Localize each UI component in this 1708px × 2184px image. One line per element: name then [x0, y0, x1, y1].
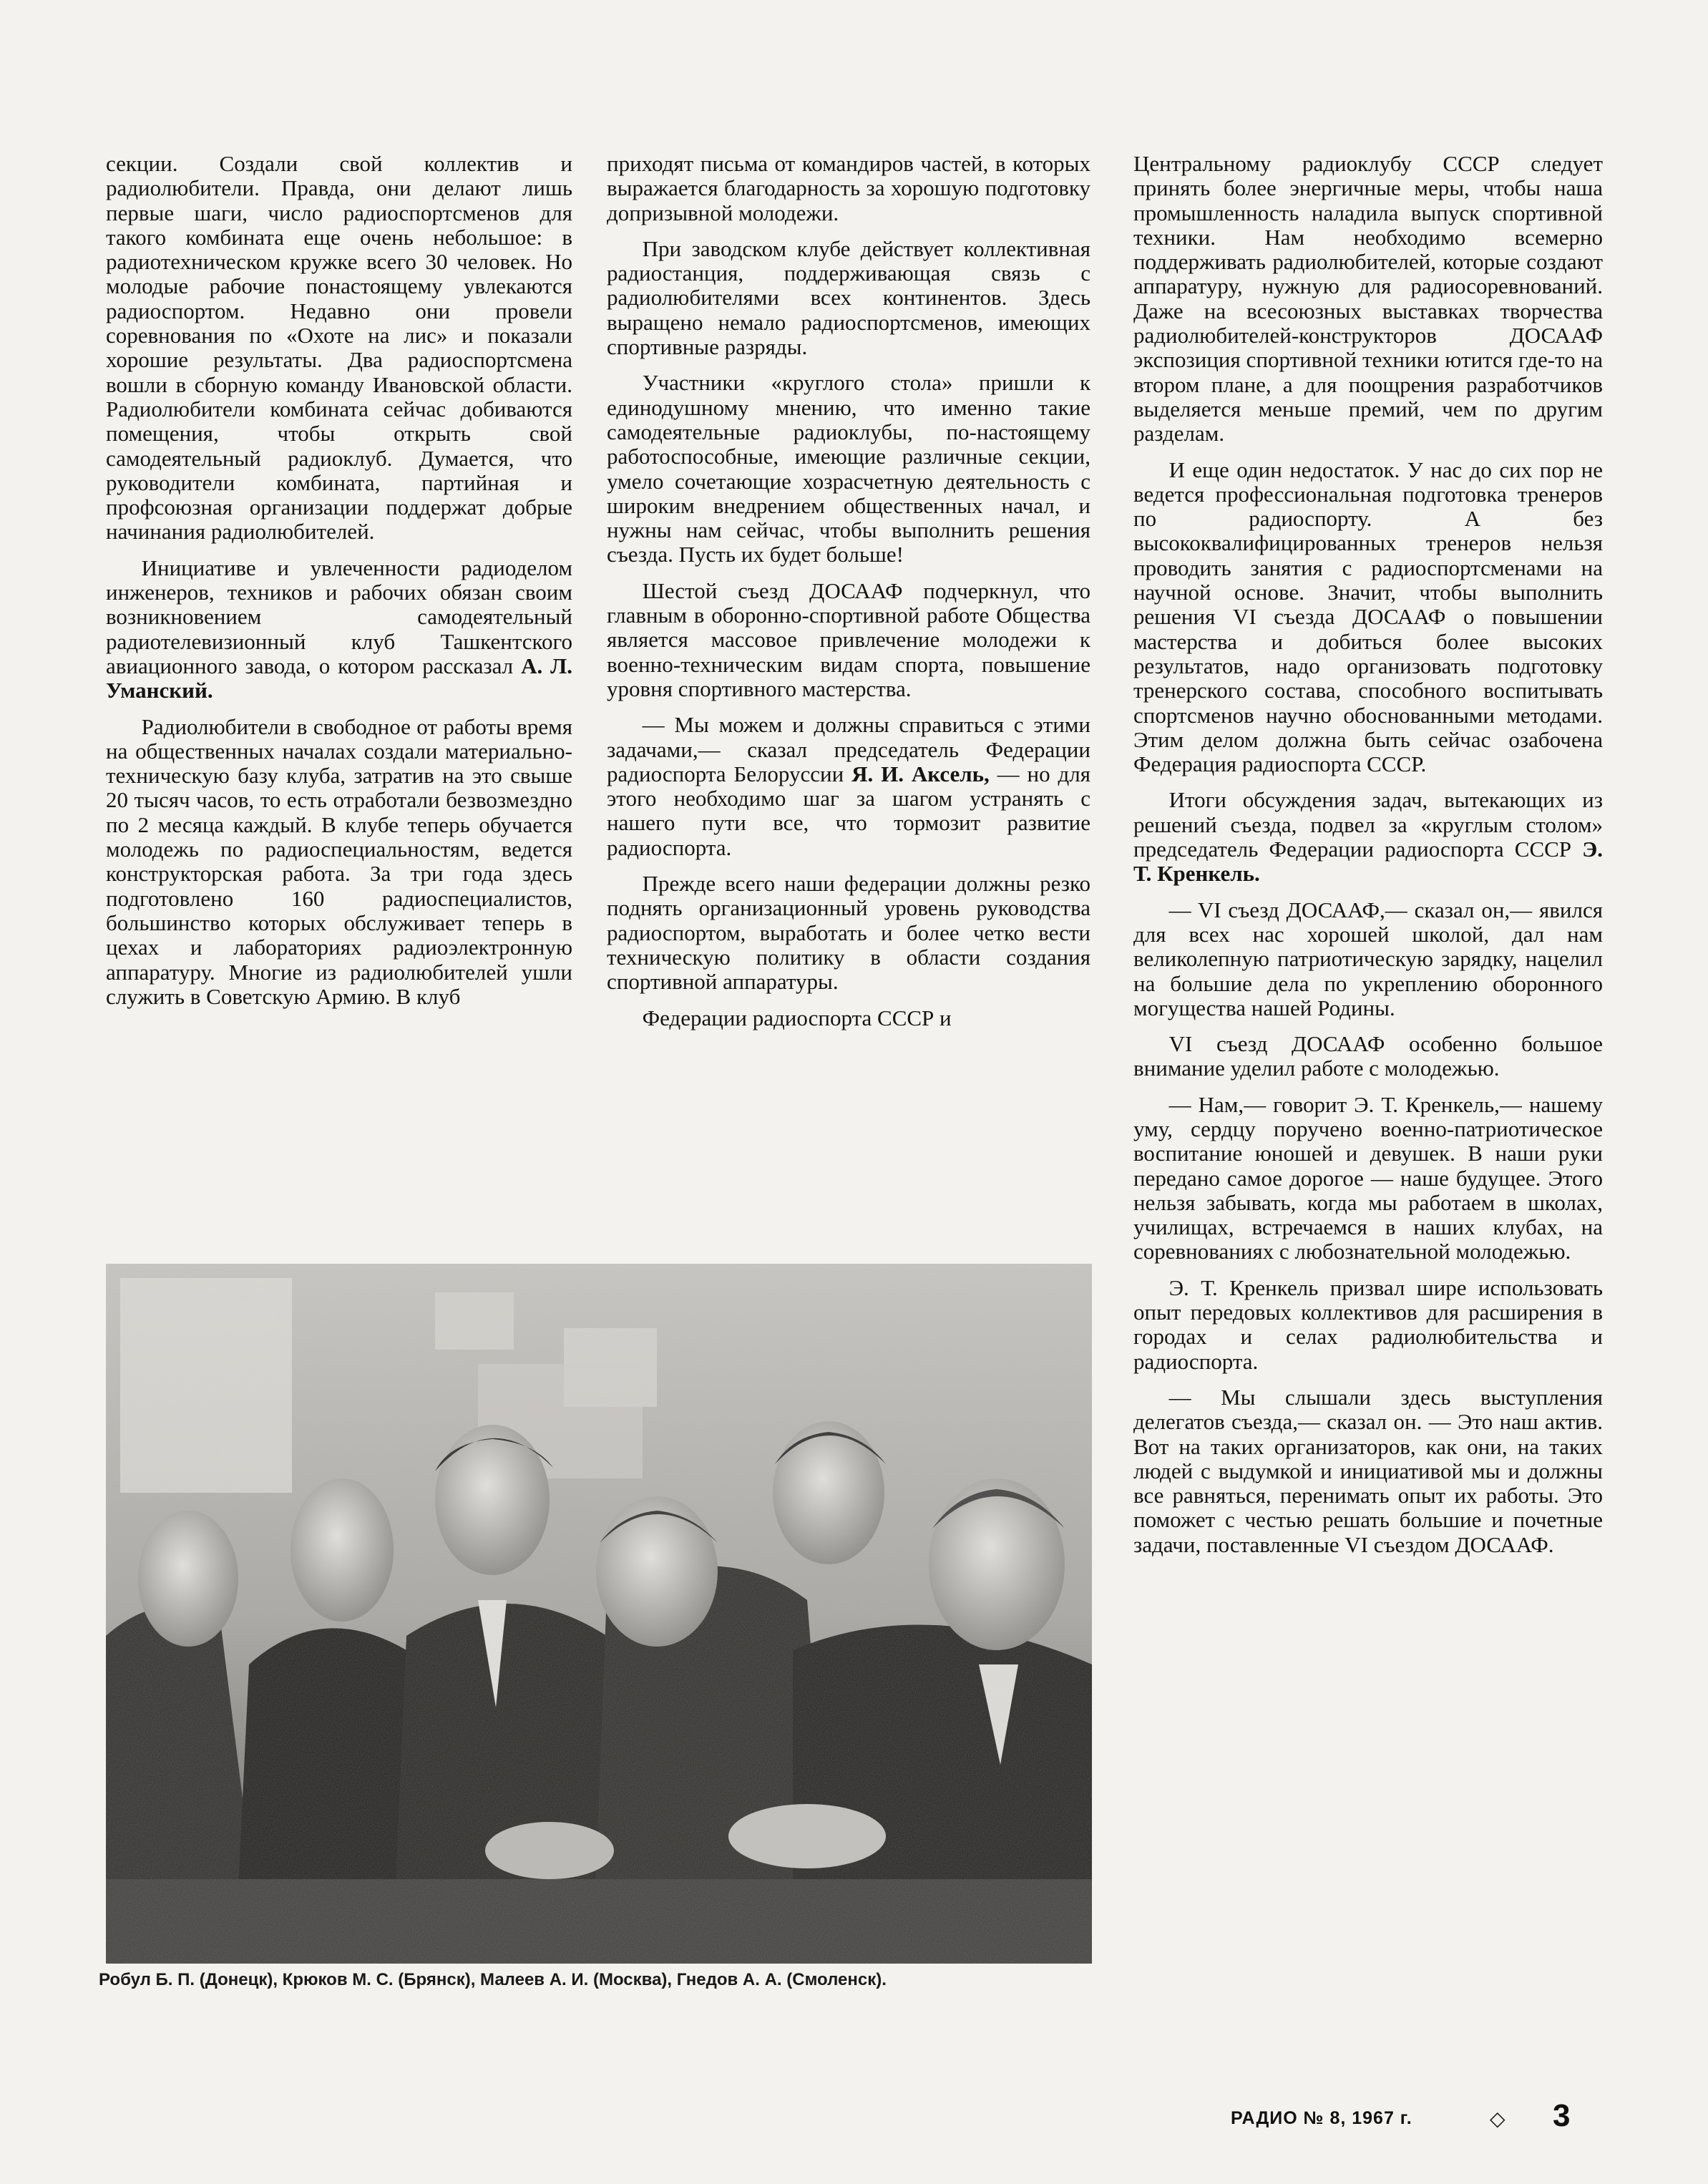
paragraph: VI съезд ДОСААФ особенно большое внимание уделил работе с молодежью. [1133, 1031, 1603, 1081]
paragraph: Участники «круглого стола» пришли к единодушному мнению, что именно такие самодеятельные радиоклубы, по-настоящему работоспособные, имеющие различные секции, умело сочетающие хозрасчетную деятельность с широким внедрением общественных начал, и нужны нам сейчас, чтобы выполнить решения съезда. Пусть их будет больше! [607, 370, 1090, 567]
paragraph: При заводском клубе действует коллективная радиостанция, поддерживающая связь с радиолюбителями всех континентов. Здесь выращено немало радиоспортсменов, имеющих спортивные разряды. [607, 235, 1090, 360]
paragraph: Федерации радиоспорта СССР и [642, 1005, 952, 1030]
page-number: 3 [1553, 2098, 1571, 2133]
paragraph: Радиолюбители в свободное от работы время на общественных началах создали материально-техническую базу клуба, затратив на это свыше 20 тысяч часов, то есть отработали безвозмездно по 2 месяца каждый. В клубе теперь обучается молодежь по радиоспециальностям, ведется конструкторская работа. За три года здесь подготовлено 160 радиоспециалистов, большинство которых обслуживает теперь в цехах и лабораториях радиоэлектронную аппаратуру. Многие из радиолюбителей ушли служить в Советскую Армию. В клуб [106, 713, 572, 1009]
text-column-2 [607, 152, 1090, 1042]
paragraph: И еще один недостаток. У нас до сих пор не ведется профессиональная подготовка тренеров по радиоспорту. А без высококвалифицированных тренеров нельзя проводить занятия с радиоспортсменами на научной основе. Значит, чтобы выполнить решения VI съезда ДОСААФ о повышении мастерства и добиться более высоких результатов, надо организовать подготовку тренерского состава, способного воспитывать спортсменов научно обоснованными методами. Этим делом должна быть сейчас озабочена Федерация радиоспорта СССР. [1133, 457, 1603, 777]
text-column-3 [1133, 152, 1603, 1569]
photo-meeting [106, 1264, 1092, 1964]
diamond-icon: ◇ [1490, 2107, 1506, 2130]
paragraph [607, 713, 1090, 860]
paragraph: Шестой съезд ДОСААФ подчеркнул, что главным в оборонно-спортивной работе Общества является массовое привлечение молодежи к военно-техническим видам спорта, повышение уровня спортивного мастерства. [607, 577, 1090, 701]
paragraph-text: — но для этого необходимо шаг за шагом устранять с нашего пути все, что тормозит развитие радиоспорта. [607, 761, 1091, 860]
paragraph: Центральному радиоклубу СССР следует принять более энергичные меры, чтобы наша промышленность наладила выпуск спортивной техники. Нам необходимо всемерно поддерживать радиолюбителей, которые создают аппаратуру, нужную для радиосоревнований. Даже на всесоюзных выставках творчества радиолюбителей-конструкторов ДОСААФ экспозиция спортивной техники ютится где-то на втором плане, а для поощрения разработчиков выделяется меньше премий, чем по другим разделам. [1133, 151, 1603, 447]
photo-image [106, 1264, 1092, 1964]
paragraph-text: — Мы можем и должны справиться с этими задачами,— сказал председатель Федерации радиоспорта Белоруссии [607, 712, 1090, 786]
paragraph: — VI съезд ДОСААФ,— сказал он,— явился для всех нас хорошей школой, дал нам великолепную патриотическую зарядку, нацелил на большие дела по укреплению оборонного могущества нашей Родины. [1133, 897, 1603, 1020]
paragraph: — Мы слышали здесь выступления делегатов съезда,— сказал он. — Это наш актив. Вот на таких организаторов, как они, на таких людей с выдумкой и инициативой мы и должны все равняться, перенимать опыт их работы. Это поможет с честью решать большие и почетные задачи, поставленные VI съездом ДОСААФ. [1133, 1384, 1603, 1557]
paragraph [1133, 788, 1603, 886]
paragraph [106, 556, 572, 703]
paragraph: — Нам,— говорит Э. Т. Кренкель,— нашему уму, сердцу поручено военно-патриотическое воспитание юношей и девушек. В наши руки передано самое дорогое — наше будущее. Этого нельзя забывать, когда мы работаем в школах, училищах, встречаемся в наших клубах, на соревнованиях с любознательной молодежью. [1133, 1091, 1603, 1264]
paragraph: секции. Создали свой коллектив и радиолюбители. Правда, они делают лишь первые шаги, число радиоспортсменов для такого комбината еще очень небольшое: в радиотехническом кружке всего 30 человек. Но молодые рабочие понастоящему увлекаются радиоспортом. Недавно они провели соревнования по «Охоте на лис» и показали хорошие результаты. Два радиоспортсмена вошли в сборную команду Ивановской области. Радиолюбители комбината сейчас добиваются помещения, чтобы открыть свой самодеятельный радиоклуб. Думается, что руководители комбината, партийная и профсоюзная организации поддержат добрые начинания радиолюбителей. [106, 151, 572, 545]
page-footer [1231, 2098, 1631, 2134]
paragraph: Э. Т. Кренкель призвал шире использовать опыт передовых коллективов для расширения в городах и селах радиолюбительства и радиоспорта. [1133, 1274, 1603, 1374]
text-column-1 [106, 152, 572, 1020]
author-name: А. Л. Уманский. [106, 653, 572, 703]
paragraph-text: Итоги обсуждения задач, вытекающих из решений съезда, подвел за «круглым столом» председатель Федерации радиоспорта СССР [1133, 787, 1603, 862]
paragraph: Прежде всего наши федерации должны резко поднять организационный уровень руководства радиоспортом, выработать и более четко вести техническую политику в области создания спортивной аппаратуры. [607, 871, 1090, 995]
speaker-name: Э. Т. Кренкель. [1133, 837, 1603, 887]
photo-caption: Робул Б. П. (Донецк), Крюков М. С. (Брянск), Малеев А. И. (Москва), Гнедов А. А. (Смоленск). [99, 1970, 887, 1989]
speaker-name: Я. И. Аксель, [851, 761, 990, 786]
paragraph: приходят письма от командиров частей, в которых выражается благодарность за хорошую подготовку допризывной молодежи. [607, 151, 1090, 225]
paragraph-text: Инициативе и увлеченности радиоделом инженеров, техников и рабочих обязан своим возникновением самодеятельный радиотелевизионный клуб Ташкентского авиационного завода, о котором рассказал [106, 555, 572, 678]
magazine-issue: РАДИО № 8, 1967 г. [1231, 2108, 1412, 2128]
